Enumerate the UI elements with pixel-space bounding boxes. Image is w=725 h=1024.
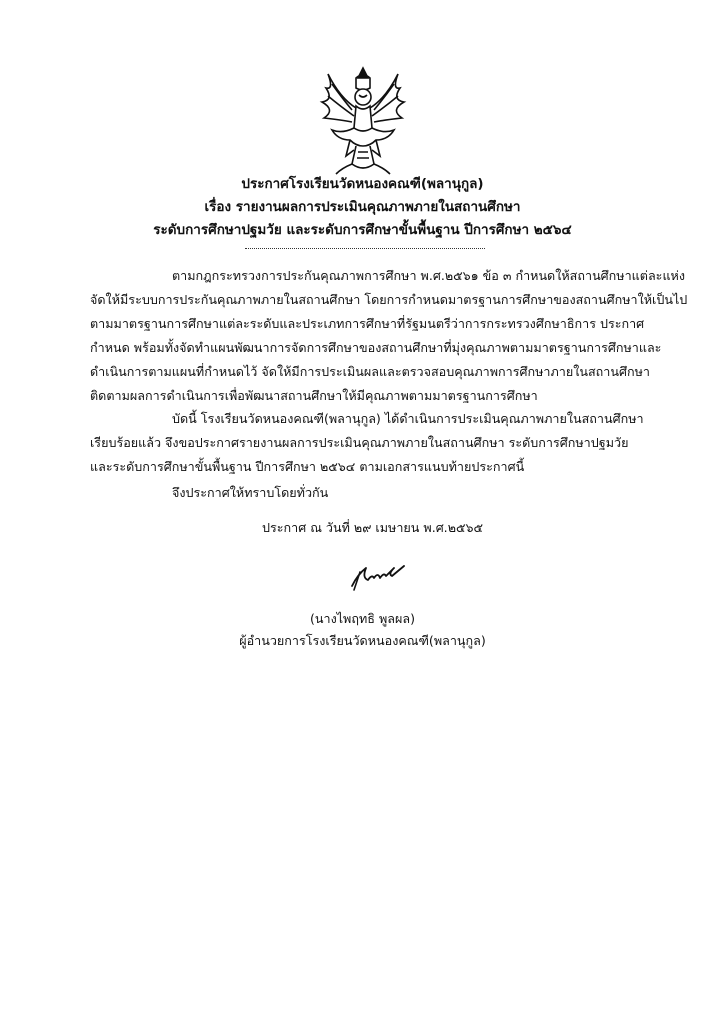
body-line: ตามกฎกระทรวงการประกันคุณภาพการศึกษา พ.ศ.๒๕๖๑ ข้อ ๓ กำหนดให้สถานศึกษาแต่ละแห่ง <box>172 268 686 283</box>
announcement-title: ประกาศโรงเรียนวัดหนองคณฑี(พลานุกูล) <box>241 176 484 192</box>
date-line: ประกาศ ณ วันที่ ๒๙ เมษายน พ.ศ.๒๕๖๕ <box>262 520 484 535</box>
body-line: บัดนี้ โรงเรียนวัดหนองคณฑี(พลานุกูล) ได้ดำเนินการประเมินคุณภาพภายในสถานศึกษา <box>172 411 644 426</box>
signatory-position: ผู้อำนวยการโรงเรียนวัดหนองคณฑี(พลานุกูล) <box>239 633 486 648</box>
body-line: ตามมาตรฐานการศึกษาแต่ละระดับและประเภทการศึกษาที่รัฐมนตรีว่าการกระทรวงศึกษาธิการ ประกาศ <box>90 316 645 331</box>
signature-icon <box>348 560 408 592</box>
garuda-emblem-icon <box>312 64 414 176</box>
body-line: ดำเนินการตามแผนที่กำหนดไว้ จัดให้มีการประเมินผลและตรวจสอบคุณภาพการศึกษาภายในสถานศึกษา <box>90 364 650 379</box>
closing-line: จึงประกาศให้ทราบโดยทั่วกัน <box>172 485 329 500</box>
body-line: จัดให้มีระบบการประกันคุณภาพภายในสถานศึกษา โดยการกำหนดมาตรฐานการศึกษาของสถานศึกษาให้เป็นไป <box>90 292 688 307</box>
signatory-name: (นางไพฤทธิ พูลผล) <box>309 611 416 626</box>
announcement-level: ระดับการศึกษาปฐมวัย และระดับการศึกษาขั้นพื้นฐาน ปีการศึกษา ๒๕๖๔ <box>153 222 572 238</box>
body-line: และระดับการศึกษาขั้นพื้นฐาน ปีการศึกษา ๒๕๖๔ ตามเอกสารแนบท้ายประกาศนี้ <box>90 459 525 474</box>
body-line: ติดตามผลการดำเนินการเพื่อพัฒนาสถานศึกษาให้มีคุณภาพตามมาตรฐานการศึกษา <box>90 388 538 403</box>
announcement-subject: เรื่อง รายงานผลการประเมินคุณภาพภายในสถานศึกษา <box>204 199 521 215</box>
body-line: กำหนด พร้อมทั้งจัดทำแผนพัฒนาการจัดการศึกษาของสถานศึกษาที่มุ่งคุณภาพตามมาตรฐานการศึกษาและ <box>90 340 662 355</box>
dotted-divider <box>245 248 485 249</box>
body-line: เรียบร้อยแล้ว จึงขอประกาศรายงานผลการประเมินคุณภาพภายในสถานศึกษา ระดับการศึกษาปฐมวัย <box>90 435 629 450</box>
